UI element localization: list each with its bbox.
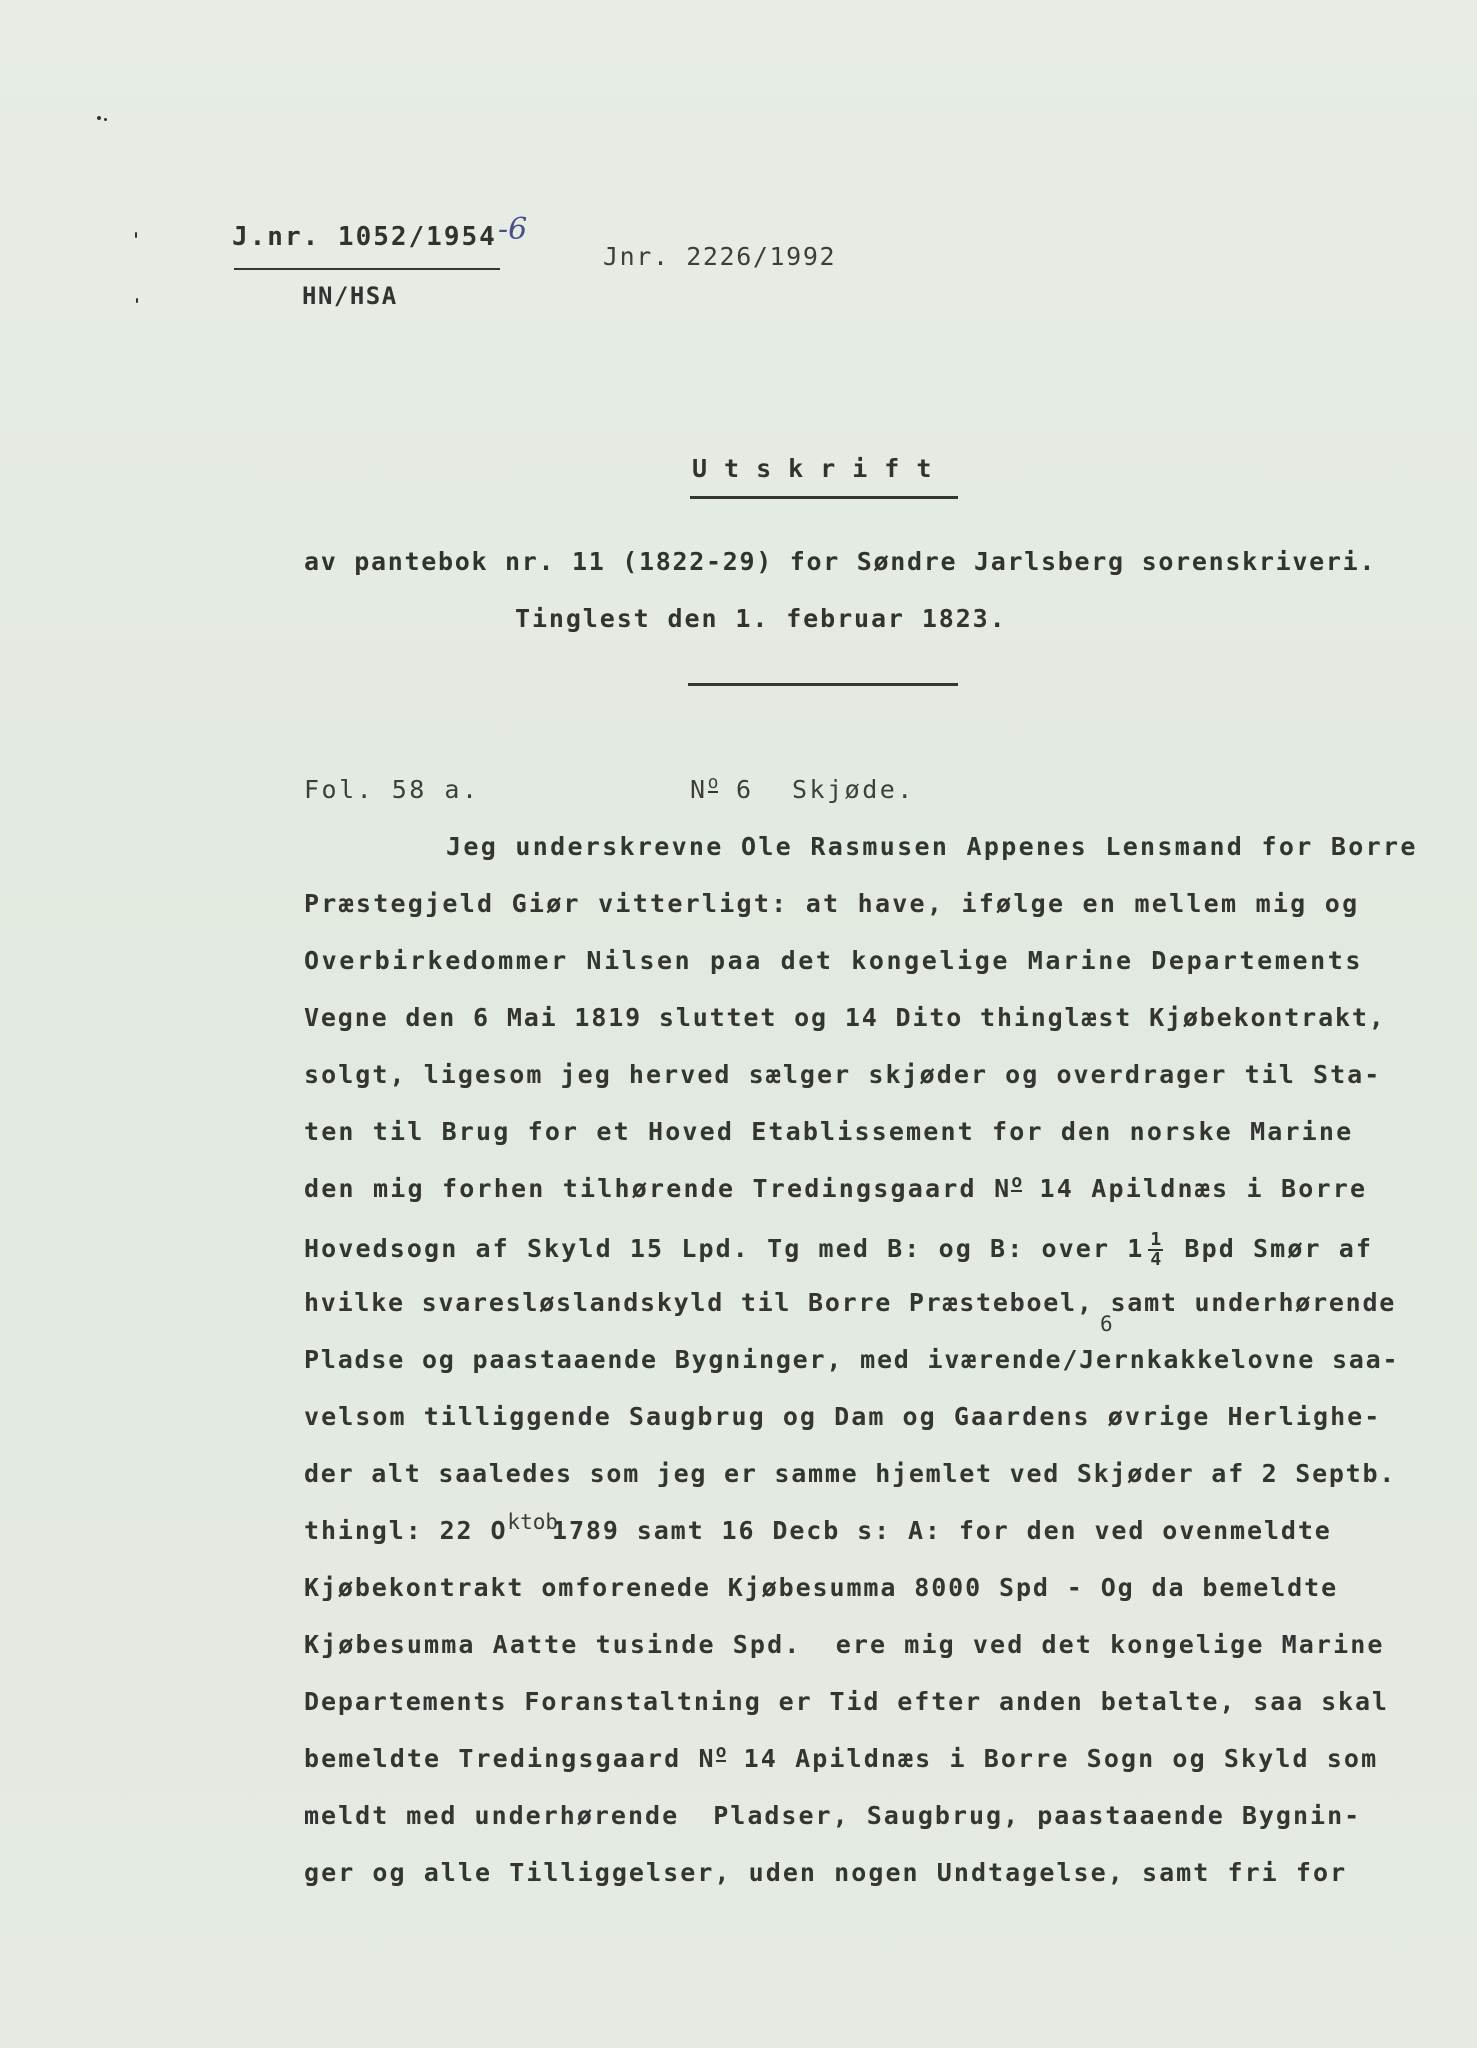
number-sign-sup: o: [715, 1741, 727, 1762]
journal-suffix-handwritten: -6: [498, 212, 528, 247]
number-sign-sup: o: [1011, 1171, 1023, 1192]
body-line: [304, 1345, 1399, 1374]
entry-type: Skjøde.: [792, 775, 915, 804]
margin-mark: [136, 298, 138, 303]
body-line-part: Jernkakkelovne saa-: [1079, 1345, 1400, 1374]
body-line: Departements Foranstaltning er Tid efter anden betalte, saa skal: [304, 1687, 1389, 1716]
body-line: ten til Brug for et Hoved Etablissement for den norske Marine: [304, 1117, 1354, 1146]
journal-underline: [234, 268, 500, 270]
journal-number: J.nr. 1052/1954: [232, 222, 497, 252]
title-underline: [690, 496, 958, 499]
body-line-part: 1789 samt 16 Decb s: A: for den ved ovenmeldte: [552, 1516, 1332, 1545]
inserted-six: 6: [1100, 1312, 1113, 1336]
initials: HN/HSA: [302, 282, 398, 310]
body-line: [304, 1741, 1379, 1773]
entry-number-prefix: N: [690, 775, 708, 804]
second-journal-number: Jnr. 2226/1992: [603, 242, 837, 271]
body-line: Jeg underskrevne Ole Rasmusen Appenes Lensmand for Borre: [446, 832, 1418, 861]
subtitle-line-2: Tinglest den 1. februar 1823.: [515, 604, 1007, 633]
fraction-numerator: 1: [1150, 1229, 1162, 1250]
body-line: Præstegjeld Giør vitterligt: at have, ifølge en mellem mig og: [304, 889, 1360, 918]
body-line: solgt, ligesom jeg herved sælger skjøder og overdrager til Sta-: [304, 1060, 1382, 1089]
fraction: [1148, 1231, 1163, 1269]
insert-slash: /: [1062, 1345, 1080, 1374]
body-line: ger og alle Tilliggelser, uden nogen Undtagelse, samt fri for: [304, 1858, 1348, 1887]
subtitle-line-1: av pantebok nr. 11 (1822-29) for Søndre Jarlsberg sorenskriveri.: [304, 547, 1377, 576]
entry-number-value: 6: [735, 775, 754, 804]
number-sign-prefix: N: [994, 1174, 1012, 1203]
fraction-denominator: 4: [1150, 1249, 1162, 1270]
folio: Fol. 58 a.: [304, 775, 480, 804]
body-line: [304, 1231, 1373, 1269]
body-line: velsom tilliggende Saugbrug og Dam og Gaardens øvrige Herlighe-: [304, 1402, 1382, 1431]
body-line: Vegne den 6 Mai 1819 sluttet og 14 Dito thinglæst Kjøbekontrakt,: [304, 1003, 1386, 1032]
entry-number: [690, 772, 754, 804]
body-line: meldt med underhørende Pladser, Saugbrug, paastaaende Bygnin-: [304, 1801, 1362, 1830]
body-line-part: Pladse og paastaaende Bygninger, med iværende: [304, 1345, 1063, 1374]
body-line-part: den mig forhen tilhørende Tredingsgaard: [304, 1174, 977, 1203]
body-line: [304, 1510, 1332, 1545]
body-line: Kjøbekontrakt omforenede Kjøbesumma 8000 Spd - Og da bemeldte: [304, 1573, 1339, 1602]
margin-mark: [135, 232, 137, 238]
entry-number-sup: o: [707, 772, 719, 793]
body-line: [304, 1171, 1368, 1203]
body-line: Kjøbesumma Aatte tusinde Spd. ere mig ved det kongelige Marine: [304, 1630, 1385, 1659]
body-line-part: bemeldte Tredingsgaard: [304, 1744, 682, 1773]
document-title: Utskrift: [692, 454, 949, 483]
inserted-ktob: ktob: [507, 1510, 558, 1534]
margin-mark: [104, 118, 107, 121]
body-line-part: 14 Apildnæs i Borre Sogn og Skyld som: [743, 1744, 1379, 1773]
subtitle-rule: [688, 683, 958, 686]
body-line-part: 14 Apildnæs i Borre: [1039, 1174, 1368, 1203]
margin-mark: [97, 116, 101, 120]
body-line-part: Hovedsogn af Skyld 15 Lpd. Tg med B: og B: over 1: [304, 1234, 1145, 1263]
body-line: der alt saaledes som jeg er samme hjemlet ved Skjøder af 2 Septb.: [304, 1459, 1397, 1488]
body-line-part: Bpd Smør af: [1184, 1234, 1374, 1263]
number-sign-prefix: N: [698, 1744, 716, 1773]
body-line: Overbirkedommer Nilsen paa det kongelige Marine Departements: [304, 946, 1364, 975]
body-line: hvilke svaresløslandskyld til Borre Præsteboel, samt underhørende: [304, 1288, 1397, 1317]
body-line-part: thingl: 22 O: [304, 1516, 508, 1545]
